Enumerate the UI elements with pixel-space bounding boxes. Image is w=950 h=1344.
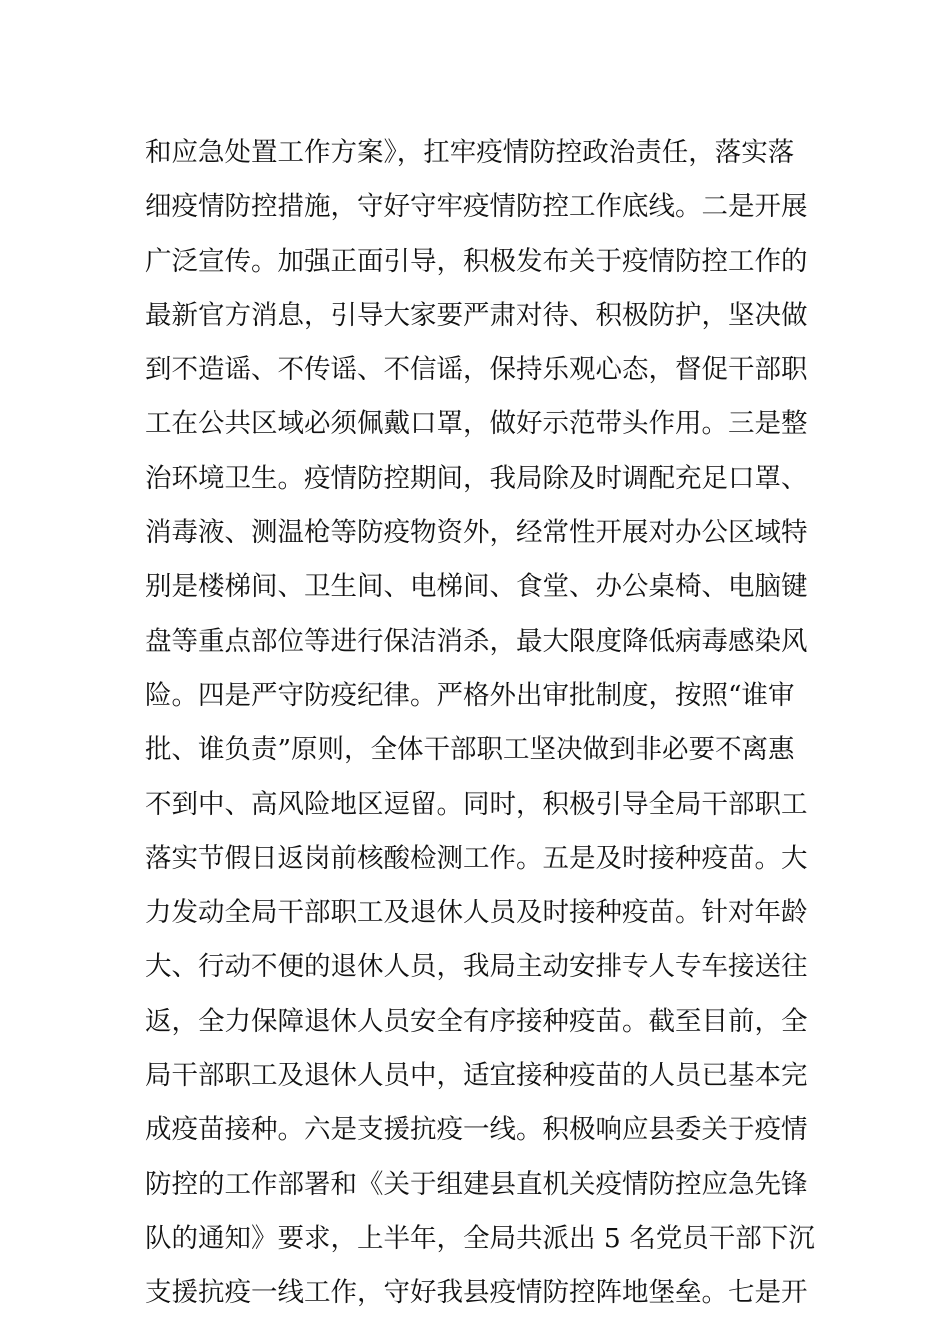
text-line-20: 防控的工作部署和《关于组建县直机关疫情防控应急先锋 [145, 1168, 808, 1200]
text-line-15: 力发动全局干部职工及退休人员及时接种疫苗。针对年龄 [145, 897, 808, 929]
text-line-21: 队的通知》要求，上半年，全局共派出 5 名党员干部下沉 [145, 1222, 815, 1254]
text-line-12: 批、谁负责”原则，全体干部职工坚决做到非必要不离惠 [145, 734, 795, 766]
text-line-8: 消毒液、测温枪等防疫物资外，经常性开展对办公区域特 [145, 517, 808, 549]
text-line-19: 成疫苗接种。六是支援抗疫一线。积极响应县委关于疫情 [145, 1114, 808, 1146]
text-line-13: 不到中、高风险地区逗留。同时，积极引导全局干部职工 [145, 788, 808, 820]
text-line-18: 局干部职工及退休人员中，适宜接种疫苗的人员已基本完 [145, 1060, 808, 1092]
text-line-14: 落实节假日返岗前核酸检测工作。五是及时接种疫苗。大 [145, 842, 808, 874]
text-line-2: 细疫情防控措施，守好守牢疫情防控工作底线。二是开展 [145, 191, 808, 223]
text-line-16: 大、行动不便的退休人员，我局主动安排专人专车接送往 [145, 951, 808, 983]
text-line-3: 广泛宣传。加强正面引导，积极发布关于疫情防控工作的 [145, 245, 808, 277]
text-line-22: 支援抗疫一线工作，守好我县疫情防控阵地堡垒。七是开 [145, 1277, 808, 1309]
text-line-7: 治环境卫生。疫情防控期间，我局除及时调配充足口罩、 [145, 462, 808, 494]
text-line-17: 返，全力保障退休人员安全有序接种疫苗。截至目前，全 [145, 1005, 808, 1037]
body-paragraph [145, 126, 815, 1321]
text-line-9: 别是楼梯间、卫生间、电梯间、食堂、办公桌椅、电脑键 [145, 571, 808, 603]
text-line-1: 和应急处置工作方案》，扛牢疫情防控政治责任，落实落 [145, 137, 795, 168]
text-line-4: 最新官方消息，引导大家要严肃对待、积极防护，坚决做 [145, 299, 808, 331]
text-line-6: 工在公共区域必须佩戴口罩，做好示范带头作用。三是整 [145, 408, 808, 440]
text-line-5: 到不造谣、不传谣、不信谣，保持乐观心态，督促干部职 [145, 354, 808, 386]
text-line-11: 险。四是严守防疫纪律。严格外出审批制度，按照“谁审 [145, 679, 795, 711]
text-line-10: 盘等重点部位等进行保洁消杀，最大限度降低病毒感染风 [145, 625, 808, 657]
